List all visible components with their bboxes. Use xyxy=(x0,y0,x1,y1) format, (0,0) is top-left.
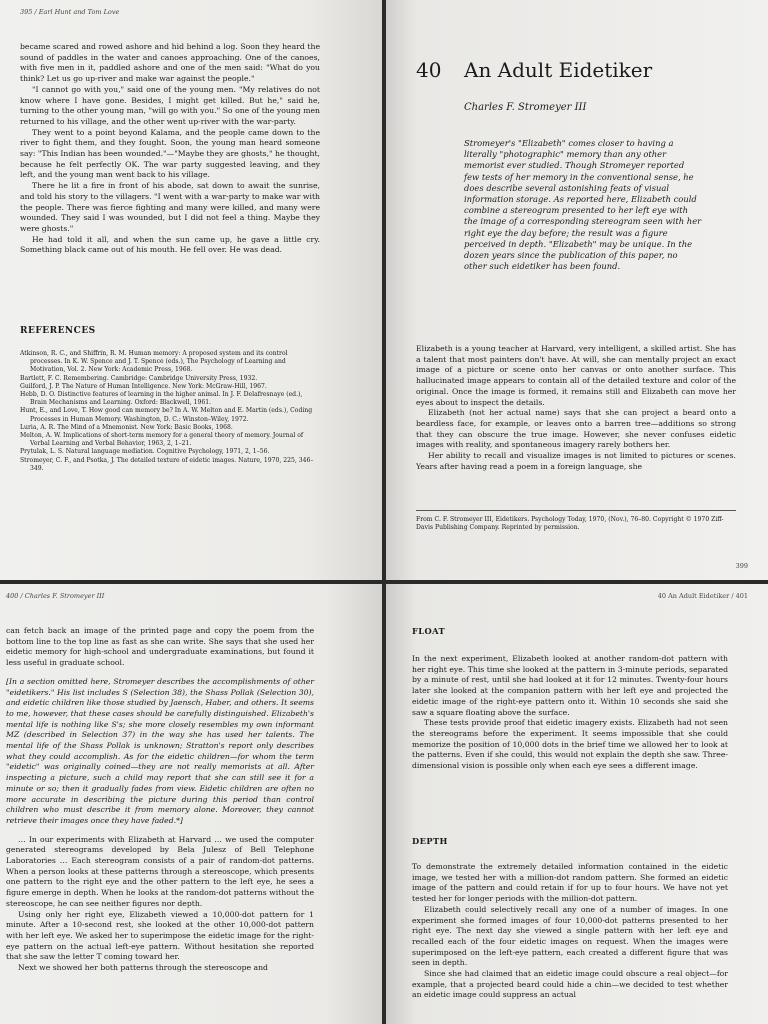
paragraph: Elizabeth (not her actual name) says that she can project a beard onto a beardless face, for example, or leaves onto a barren tree—additions so strong that they can obscure the true image. However, she never confuses eidetic images with reality, and spontaneous imagery rarely bothers her. xyxy=(416,408,736,450)
paragraph: Elizabeth is a young teacher at Harvard, very intelligent, a skilled artist. She has a talent that most painters don't have. At will, she can mentally project an exact image of a picture or scene onto her canvas or onto another surface. This hallucinated image appears to contain all of the detailed texture and color of the original. Once the image is formed, it remains still and Elizabeth can move her eyes about to inspect the details. xyxy=(416,344,736,407)
page-400 xyxy=(0,584,382,1024)
paragraph: Next we showed her both patterns through the stereoscope and xyxy=(18,963,268,973)
chapter-abstract: Stromeyer's "Elizabeth" comes closer to having a literally "photographic" memory than any other memorist ever studied. Though Stromeyer reported few tests of her memory in the conventional sense, he does describe several astonishing feats of visual information storage. As reported here, Elizabeth could combine a stereogram presented to her left eye with the image of a corresponding stereogram seen with her right eye the day before; the result was a figure perceived in depth. "Elizabeth" may be unique. In the dozen years since the publication of this paper, no other such eidetiker has been found. xyxy=(464,138,702,272)
reference-item: Hunt, E., and Love, T. How good can memory be? In A. W. Melton and E. Martin (eds.), Coding Processes in Human Memory. Washington, D. C.: Winston–Wiley, 1972. xyxy=(20,407,313,423)
section-heading-depth: DEPTH xyxy=(412,836,448,846)
references-list xyxy=(20,350,320,473)
paragraph: There he lit a fire in front of his abode, sat down to await the sunrise, and told his story to the villagers. "I went with a war-party to make war with the people. There was fierce fighting and many were killed, and many were wounded. They said I was wounded, but I did not feel a thing. Maybe they were ghosts." xyxy=(20,181,320,233)
paragraph: Since she had claimed that an eidetic image could obscure a real object—for example, that a projected beard could hide a chin—we decided to test whether an eidetic image could suppress an actual xyxy=(412,969,728,1000)
reference-item: Prytulak, L. S. Natural language mediation. Cognitive Psychology, 1971, 2, 1–56. xyxy=(20,448,270,456)
reference-item: Guilford, J. P. The Nature of Human Intelligence. New York: McGraw-Hill, 1967. xyxy=(20,382,267,390)
footnote-rule xyxy=(416,510,736,511)
chapter-title: An Adult Eidetiker xyxy=(464,58,653,82)
paragraph: "I cannot go with you," said one of the young men. "My relatives do not know where I have gone. Besides, I might get killed. But he," said he, turning to the other young man, "will go with you." So one of the young men returned to his village, and the other went up-river with the war-party. xyxy=(20,84,320,126)
paragraph: These tests provide proof that eidetic imagery exists. Elizabeth had not seen the stereograms before the experiment. It seems impossible that she could memorize the position of 10,000 dots in the brief time we allowed her to look at the patterns. Even if she could, this would not explain the depth she saw. Three-dimensional vision is possible only when each eye sees a different image. xyxy=(412,718,728,771)
reference-item: Stromeyer, C. F., and Psotka, J. The detailed texture of eidetic images. Nature, 1970, 225, 346–349. xyxy=(20,456,314,472)
page-395 xyxy=(0,0,382,580)
paragraph: In the next experiment, Elizabeth looked at another random-dot pattern with her right eye. This time she looked at the pattern in 3-minute periods, separated by a minute of rest, until she had looked at it for 12 minutes. Twenty-four hours later she looked at the companion pattern with her left eye and projected the eidetic image of the right-eye pattern onto it. Within 10 seconds she said she saw a square floating above the surface. xyxy=(412,654,728,717)
running-header: 395 / Earl Hunt and Tom Love xyxy=(20,8,120,16)
paragraph: They went to a point beyond Kalama, and the people came down to the river to fight them, and they fought. Soon, the young man heard someone say: "This Indian has been wounded."—"Maybe they are ghosts," he thought, because he felt perfectly OK. The war party suggested leaving, and they left, and the young man went back to his village. xyxy=(20,127,320,180)
page-number: 399 xyxy=(735,562,748,570)
paragraph: Her ability to recall and visualize images is not limited to pictures or scenes. Years after having read a poem in a foreign language, she xyxy=(416,451,736,471)
chapter-body xyxy=(416,344,736,472)
paragraph: To demonstrate the extremely detailed information contained in the eidetic image, we tested her with a million-dot random pattern. She formed an eidetic image of the pattern and could retain if for up to four hours. We have not yet tested her for longer periods with the million-dot pattern. xyxy=(412,862,728,904)
paragraph: … In our experiments with Elizabeth at Harvard … we used the computer generated stereograms developed by Bela Julesz of Bell Telephone Laboratories … Each stereogram consists of a pair of random-dot patterns. When a person looks at these patterns through a stereoscope, which presents one pattern to the right eye and the other pattern to the left eye, he sees a figure emerge in depth. When he looks at the random-dot patterns without the stereoscope, he can see neither figures nor depth. xyxy=(6,834,314,908)
story-text xyxy=(20,42,320,256)
chapter-author: Charles F. Stromeyer III xyxy=(464,102,587,113)
page-401 xyxy=(386,584,768,1024)
section-heading-float: FLOAT xyxy=(412,626,446,636)
paragraph: can fetch back an image of the printed page and copy the poem from the bottom line to the top line as fast as she can write. She says that she used her eidetic memory for high-school and undergraduate examinations, but found it less useful in graduate school. xyxy=(6,626,314,668)
reference-item: Hebb, D. O. Distinctive features of learning in the higher animal. In J. F. Delafresnaye (ed.), Brain Mechanisms and Learning. Oxford: Blackwell, 1961. xyxy=(20,391,303,407)
running-header: 400 / Charles F. Stromeyer III xyxy=(6,592,105,600)
paragraph: He had told it all, and when the sun came up, he gave a little cry. Something black came out of his mouth. He fell over. He was dead. xyxy=(20,234,320,255)
source-note: From C. F. Stromeyer III, Eidetikers. Psychology Today, 1970, (Nov.), 76–80. Copyright © 1970 Ziff-Davis Publishing Company. Reprinted by permission. xyxy=(416,516,724,531)
float-section-body xyxy=(412,654,728,772)
paragraph: Elizabeth could selectively recall any one of a number of images. In one experiment she formed images of four 10,000-dot patterns presented to her right eye. The next day she viewed a single pattern with her left eye and recalled each of the four eidetic images on request. When the images were superimposed on the left-eye pattern, each created a different figure that was seen in depth. xyxy=(412,904,728,968)
running-header: 40 An Adult Eidetiker / 401 xyxy=(657,592,748,600)
reference-item: Luria, A. R. The Mind of a Mnemonist. New York: Basic Books, 1968. xyxy=(20,423,233,431)
editorial-note: [In a section omitted here, Stromeyer describes the accomplishments of other "eidetikers." His list includes S (Selection 38), the Shass Pollak (Selection 30), and eidetic children like those studied by Jaensch, Haber, and others. It seems to me, however, that these cases should be carefully distinguished. Elizabeth's mental life is nothing like S's; she more closely resembles my own informant MZ (described in Selection 37) in the way she has used her talents. The mental life of the Shass Pollak is unknown; Stratton's report only describes what they could accomplish. As for the eidetic children—for whom the term "eidetic" was originally coined—they are not really memorists at all. After inspecting a picture, such a child may report that she can still see it for a minute or so; then it gradually fades from view. Eidetic children are often no more accurate in describing the picture during this period than control children who must describe it from memory alone. Moreover, they cannot retrieve their images once they have faded.*] xyxy=(6,676,314,825)
references-heading: REFERENCES xyxy=(20,326,96,336)
depth-section-body xyxy=(412,862,728,1001)
page-399 xyxy=(386,0,768,580)
paragraph: became scared and rowed ashore and hid behind a log. Soon they heard the sound of paddles in the water and canoes approaching. One of the canoes, with five men in it, paddled ashore and one of the men said: "What do you think? Let us go up-river and make war against the people." xyxy=(20,42,320,84)
reference-item: Atkinson, R. C., and Shiffrin, R. M. Human memory: A proposed system and its control processes. In K. W. Spence and J. T. Spence (eds.), The Psychology of Learning and Motivation, Vol. 2. New York: Academic Press, 1968. xyxy=(20,350,288,374)
chapter-number: 40 xyxy=(416,58,442,82)
reference-item: Bartlett, F. C. Remembering. Cambridge: Cambridge University Press, 1932. xyxy=(20,374,258,382)
paragraph: Using only her right eye, Elizabeth viewed a 10,000-dot pattern for 1 minute. After a 10-second rest, she looked at the other 10,000-dot pattern with her left eye. We asked her to superimpose the eidetic image for the right-eye pattern on the actual left-eye pattern. Without hesitation she reported that she saw the letter T coming toward her. xyxy=(6,909,314,962)
reference-item: Melton, A. W. Implications of short-term memory for a general theory of memory. Journal of Verbal Learning and Verbal Behavior, 1963, 2, 1–21. xyxy=(20,432,304,448)
page-body xyxy=(6,626,314,974)
